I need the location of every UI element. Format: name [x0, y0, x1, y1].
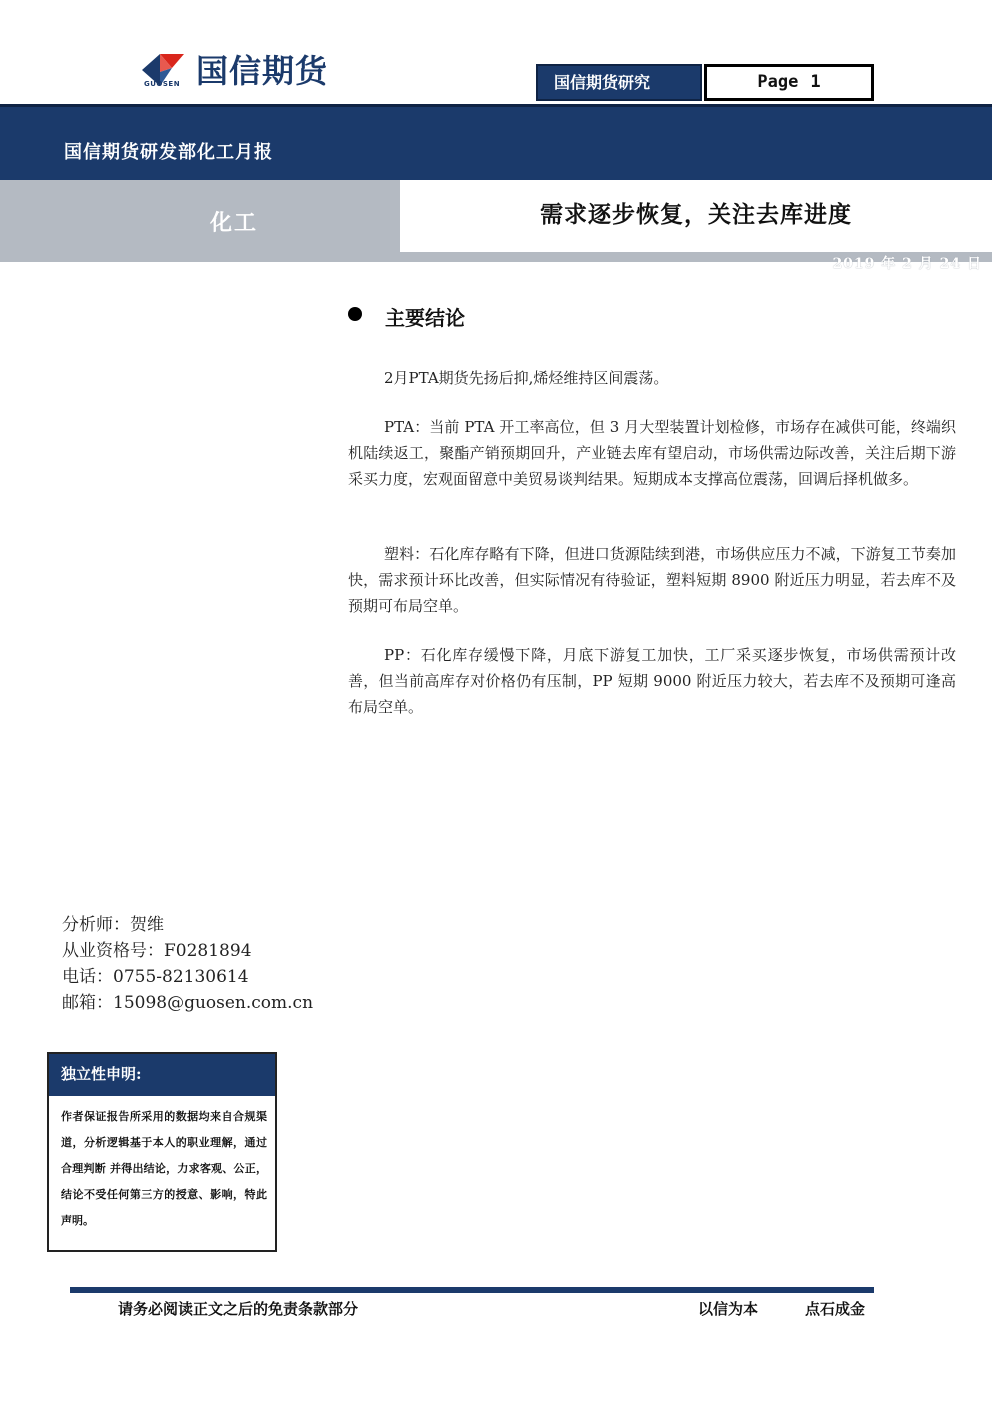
paragraph-text: PTA：当前 PTA 开工率高位，但 3 月大型装置计划检修，市场存在减供可能，终端织机陆续返工，聚酯产销预期回升，产业链去库有望启动，市场供需边际改善，关注后期下游采买力度，宏观面留意中美贸易谈判结果。短期成本支撑高位震荡，回调后择机做多。: [348, 418, 956, 488]
declaration-body: 作者保证报告所采用的数据均来自合规渠道，分析逻辑基于本人的职业理解，通过合理判断 并得出结论，力求客观、公正，结论不受任何第三方的授意、影响，特此声明。: [61, 1110, 267, 1227]
independence-declaration: [47, 1052, 277, 1252]
headline: 需求逐步恢复，关注去库进度: [540, 201, 852, 228]
paragraph-text: 塑料：石化库存略有下降，但进口货源陆续到港，市场供应压力不减，下游复工节奏加快，需求预计环比改善，但实际情况有待验证，塑料短期 8900 附近压力明显，若去库不及预期可布局空单。: [348, 545, 956, 615]
category-text: 化工: [209, 210, 258, 236]
page-number-box: [704, 64, 874, 101]
page-label: Page: [757, 72, 799, 92]
disclaimer-notice: 请务必阅读正文之后的免责条款部分: [118, 1300, 359, 1318]
logo-chinese-name: 国信期货: [196, 52, 329, 90]
analyst-name: 分析师：贺维: [62, 915, 164, 935]
footer-rule: [70, 1287, 874, 1293]
logo-english-name: GUOSEN: [144, 80, 181, 88]
slogan-1: 以信为本: [698, 1300, 759, 1318]
paragraph-text: PP：石化库存缓慢下降，月底下游复工加快，工厂采买逐步恢复，市场供需预计改善，但当前高库存对价格仍有压制，PP 短期 9000 附近压力较大，若去库不及预期可逢高布局空单。: [348, 646, 956, 716]
company-logo: [140, 46, 380, 94]
report-title: 国信期货研发部化工月报: [64, 142, 273, 163]
section-heading: 主要结论: [385, 306, 465, 330]
analyst-phone: 电话：0755-82130614: [62, 967, 249, 987]
paragraph-text: 2月PTA期货先扬后抑,烯烃维持区间震荡。: [384, 369, 669, 387]
research-label-box: 国信期货研究: [536, 64, 702, 101]
declaration-title: 独立性申明:: [49, 1054, 275, 1096]
analyst-license: 从业资格号：F0281894: [62, 941, 252, 961]
conclusion-paragraph: [348, 541, 956, 619]
report-date: 2019 年 2 月 24 日: [832, 256, 982, 272]
page-number: 1: [810, 72, 821, 92]
slogan-2: 点石成金: [805, 1300, 866, 1318]
conclusion-paragraph: [348, 414, 956, 492]
conclusion-paragraph: [348, 642, 956, 720]
analyst-email: 邮箱：15098@guosen.com.cn: [62, 993, 314, 1013]
conclusion-paragraph: [348, 365, 956, 391]
analyst-info: [62, 912, 313, 1016]
bullet-icon: [348, 307, 362, 321]
